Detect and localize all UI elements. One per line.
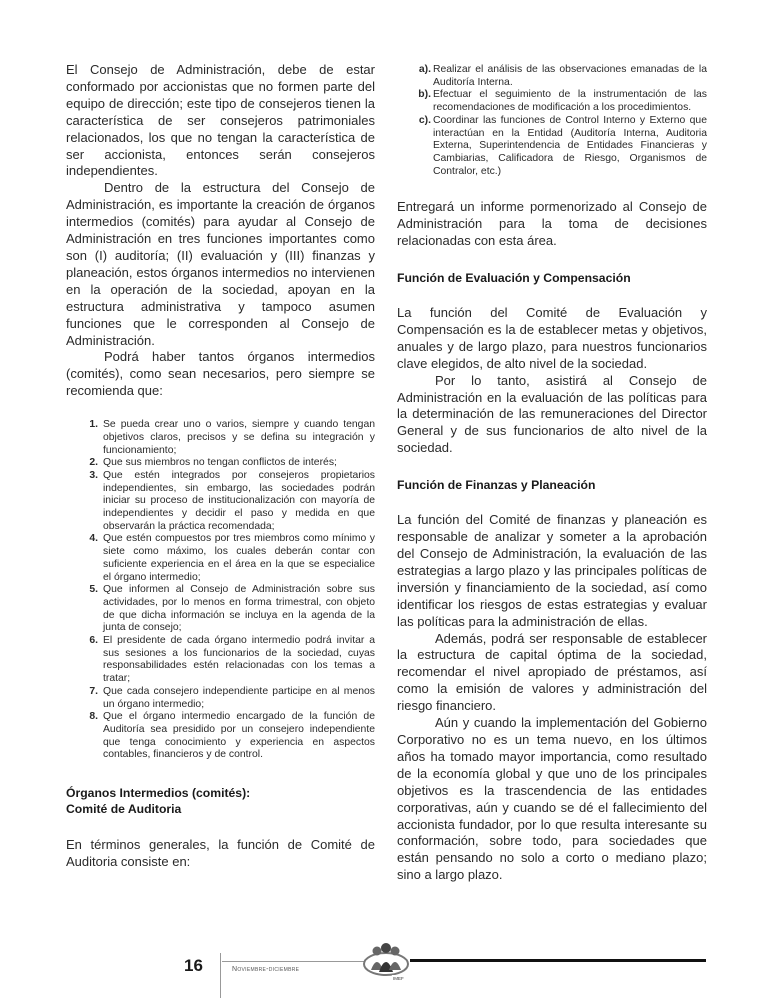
section-heading: Función de Finanzas y Planeación <box>397 478 596 493</box>
list-item <box>397 89 707 114</box>
list-item-text: Que sus miembros no tengan conflictos de interés; <box>103 457 337 469</box>
list-item-number: c). <box>418 114 431 126</box>
issue-label: Noviembre-diciembre <box>232 966 300 973</box>
list-item <box>66 419 375 457</box>
list-item-number: 1. <box>89 419 98 431</box>
list-item-number: 7. <box>89 685 98 697</box>
paragraph: Por lo tanto, asistirá al Consejo de Administración en la evaluación de las políticas para la determinación de las remuneraciones del Director General y de sus funcionarios de alto nivel de la sociedad. <box>397 372 707 456</box>
list-item <box>397 64 707 89</box>
list-item-number: 6. <box>89 635 98 647</box>
paragraph: Además, podrá ser responsable de establecer la estructura de capital óptima de la sociedad, recomendar el nivel apropiado de préstamos, así como la emisión de valores y administración del riesgo financiero. <box>397 630 707 714</box>
list-item-text: El presidente de cada órgano intermedio podrá invitar a sus sesiones a los funcionarios de la sociedad, cuyas responsabilidades estén relacionadas con los temas a tratar; <box>103 635 375 685</box>
paragraph: Dentro de la estructura del Consejo de Administración, es importante la creación de órganos intermedios (comités) para ayudar al Consejo de Administración en tres funciones importantes como son (I) auditoría; (II) evaluación y (III) finanzas y planeación, estos órganos intermedios no intervienen en la operación de la sociedad, apoyan en la estructura administrativa y tampoco asumen funciones que le corresponden al Consejo de Administración. <box>66 180 375 348</box>
section-heading: Función de Evaluación y Compensación <box>397 271 631 286</box>
recommendations-list-wrap <box>66 419 375 762</box>
audit-functions-list-wrap <box>397 64 707 178</box>
paragraph: Podrá haber tantos órganos intermedios (comités), como sean necesarios, pero siempre se recomienda que: <box>66 349 375 399</box>
list-item-text: Que el órgano intermedio encargado de la función de Auditoría sea presidido por un consejero independiente que tenga conocimiento y experiencia en aspectos contables, financieros y de control. <box>103 711 375 761</box>
list-item-number: 5. <box>89 584 98 596</box>
list-item-text: Coordinar las funciones de Control Interno y Externo que interactúan en la Entidad (Auditoría Interna, Auditoria Externa, Superintendencia de Entidades Financieras y Cambiarias, Calificadora de Riesgo, Organismos de Contralor, etc.) <box>433 114 707 177</box>
list-item <box>66 533 375 584</box>
list-item <box>397 115 707 179</box>
list-item <box>66 470 375 534</box>
list-item-text: Que estén compuestos por tres miembros como mínimo y siete como máximo, los cuales deberán contar con suficiente experiencia en el área en la que se especialice el órgano intermedio; <box>103 533 375 583</box>
list-item-text: Que cada consejero independiente participe en al menos un órgano intermedio; <box>103 685 375 710</box>
paragraph: Aún y cuando la implementación del Gobierno Corporativo no es un tema nuevo, en los últimos años ha tomado mayor importancia, como resultado de la economía global y que uno de los principales objetivos es la trascendencia de las entidades corporativas, aún y cuando se dé el fallecimiento del accionista fundador, por lo que resulta interesante su conformación, sobre todo, para sociedades que están pensando no solo a corto o mediano plazo; sino a largo plazo. <box>397 715 707 883</box>
left-column <box>66 62 375 871</box>
list-item-number: 8. <box>89 711 98 723</box>
footer-divider <box>220 953 221 998</box>
list-item-text: Que informen al Consejo de Administración sobre sus actividades, por lo menos en forma trimestral, con objeto de que dicha información se incluya en la agenda de la junta de consejo; <box>103 584 375 634</box>
list-item-number: a). <box>418 64 431 75</box>
list-item-text: Que estén integrados por consejeros propietarios independientes, sin embargo, las sociedades podrán iniciar su proceso de institucionalización con mayoría de independientes y decidir el paso y medida en que observarán la práctica recomendada; <box>103 469 375 532</box>
imef-people-logo-icon <box>362 940 410 982</box>
paragraph: La función del Comité de finanzas y planeación es responsable de analizar y someter a la aprobación del Consejo de Administración, la evaluación de las estrategias a largo plazo y las principales políticas de inversión y financiamiento de la sociedad, así como identificar los riesgos de estas estrategias y evaluar las políticas para la administración de ellas. <box>397 512 707 629</box>
list-item-text: Realizar el análisis de las observaciones emanadas de la Auditoría Interna. <box>433 64 707 88</box>
list-item-text: Efectuar el seguimiento de la instrumentación de las recomendaciones de modificación a los procedimientos. <box>433 89 707 114</box>
footer-rule <box>222 961 364 962</box>
list-item <box>66 457 375 470</box>
list-item-number: 2. <box>89 457 98 469</box>
audit-functions-list <box>397 64 707 178</box>
list-item <box>66 686 375 711</box>
list-item <box>66 711 375 762</box>
list-item <box>66 584 375 635</box>
page-number: 16 <box>184 956 203 975</box>
list-item-number: b). <box>418 89 431 101</box>
list-item-text: Se pueda crear uno o varios, siempre y cuando tengan objetivos claros, precisos y se defina su integración y funcionamiento; <box>103 419 375 456</box>
section-heading: Órganos Intermedios (comités): <box>66 786 251 801</box>
paragraph: La función del Comité de Evaluación y Compensación es la de establecer metas y objetivos, anuales y de largo plazo, para nuestros funcionarios clave elegidos, de alto nivel de la sociedad. <box>397 305 707 371</box>
list-item-number: 3. <box>89 469 98 481</box>
paragraph: El Consejo de Administración, debe de estar conformado por accionistas que no formen parte del equipo de dirección; este tipo de consejeros tienen la característica de ser consejeros patrimoniales relacionados, los que no tengan la característica de ser accionista, entonces serán consejeros independientes. <box>66 62 375 179</box>
svg-text:IMEF: IMEF <box>393 976 404 981</box>
paragraph: En términos generales, la función de Comité de Auditoria consiste en: <box>66 837 375 870</box>
recommendations-list <box>66 419 375 762</box>
paragraph: Entregará un informe pormenorizado al Consejo de Administración para la toma de decisiones relacionadas con esta área. <box>397 199 707 249</box>
section-heading: Comité de Auditoria <box>66 802 182 817</box>
footer-bar <box>410 959 706 962</box>
list-item <box>66 635 375 686</box>
list-item-number: 4. <box>89 533 98 545</box>
right-column <box>397 64 707 884</box>
